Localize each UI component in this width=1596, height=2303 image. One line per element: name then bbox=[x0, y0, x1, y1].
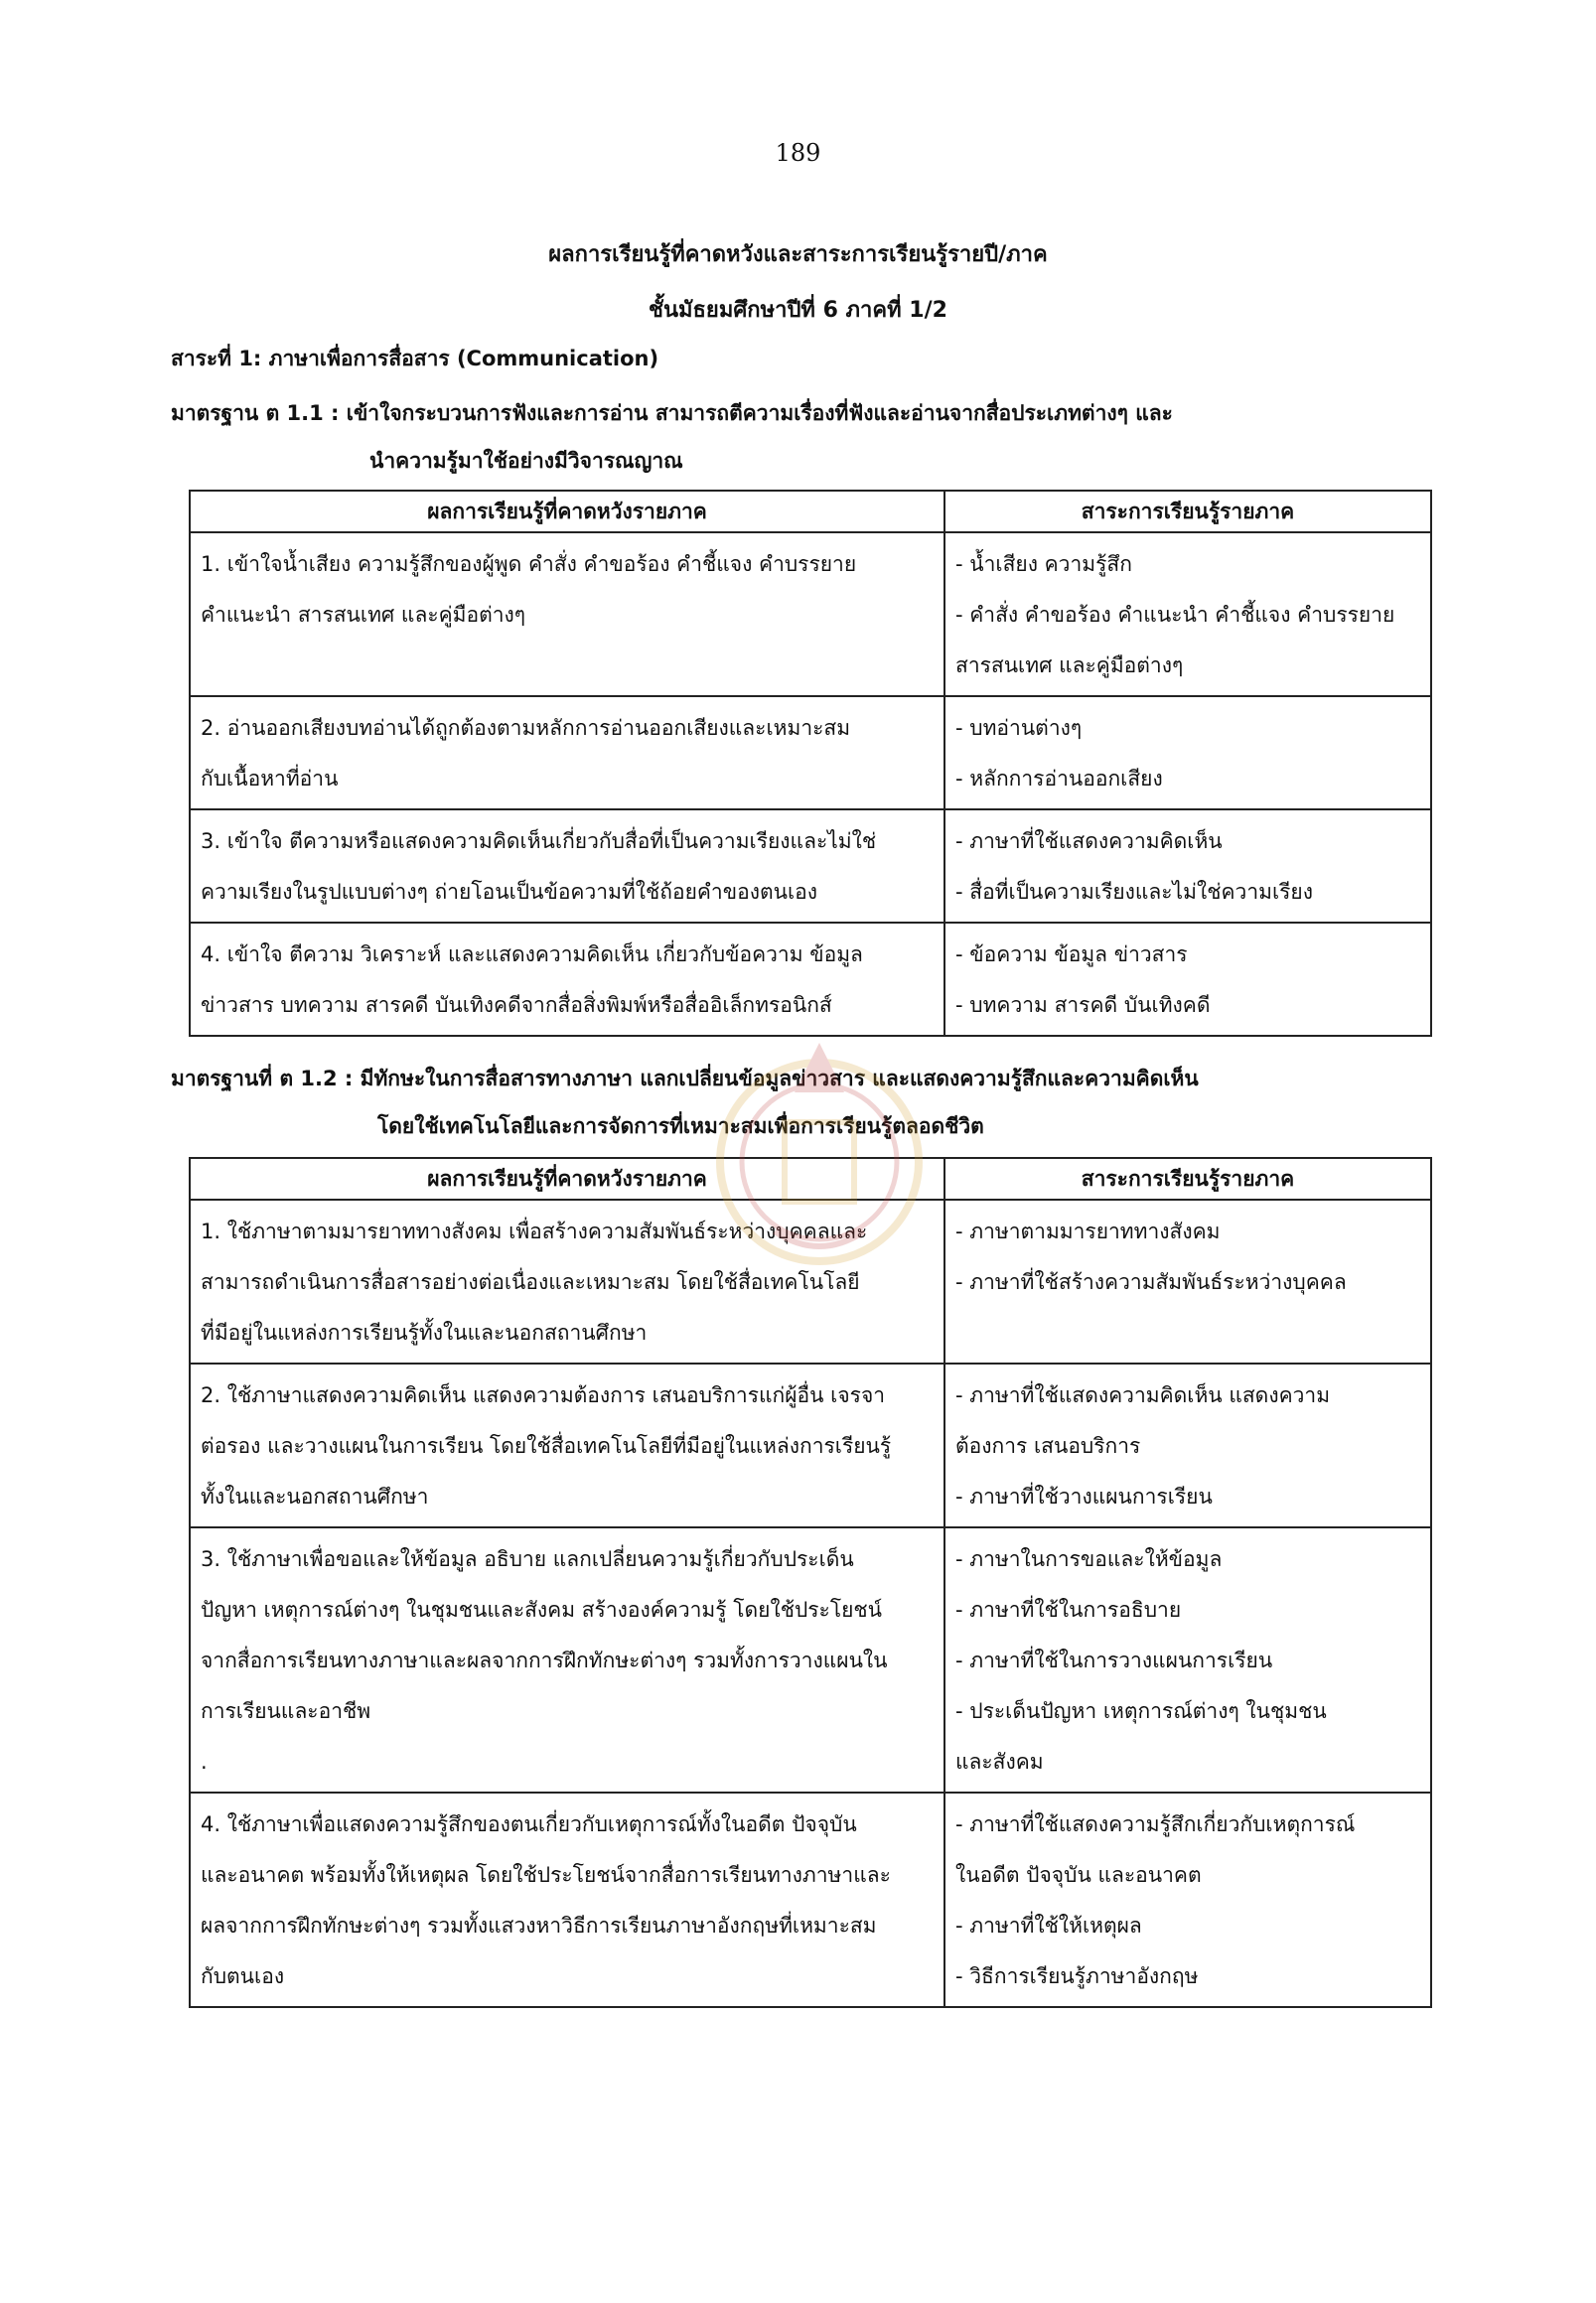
table-row bbox=[190, 532, 1431, 696]
content-line: - ภาษาที่ใช้วางแผนการเรียน bbox=[955, 1485, 1213, 1509]
outcome-line: 1. ใช้ภาษาตามมารยาททางสังคม เพื่อสร้างความสัมพันธ์ระหว่างบุคคลและ bbox=[201, 1220, 868, 1243]
outcome-line: ปัญหา เหตุการณ์ต่างๆ ในชุมชนและสังคม สร้างองค์ความรู้ โดยใช้ประโยชน์ bbox=[201, 1598, 883, 1622]
outcome-cell bbox=[190, 696, 944, 809]
outcome-line: ทั้งในและนอกสถานศึกษา bbox=[201, 1485, 429, 1509]
content-line: - ประเด็นปัญหา เหตุการณ์ต่างๆ ในชุมชน bbox=[955, 1699, 1327, 1723]
outcome-line: 2. อ่านออกเสียงบทอ่านได้ถูกต้องตามหลักการอ่านออกเสียงและเหมาะสม bbox=[201, 716, 851, 740]
outcome-cell bbox=[190, 809, 944, 923]
content-cell bbox=[944, 923, 1431, 1036]
outcome-line: สามารถดำเนินการสื่อสารอย่างต่อเนื่องและเหมาะสม โดยใช้สื่อเทคโนโลยี bbox=[201, 1270, 860, 1294]
content-line: - ภาษาที่ใช้ให้เหตุผล bbox=[955, 1914, 1142, 1938]
content-line: - ภาษาที่ใช้ในการอธิบาย bbox=[955, 1598, 1182, 1622]
outcome-line: ต่อรอง และวางแผนในการเรียน โดยใช้สื่อเทคโนโลยีที่มีอยู่ในแหล่งการเรียนรู้ bbox=[201, 1434, 892, 1458]
document-title: ผลการเรียนรู้ที่คาดหวังและสาระการเรียนรู้รายปี/ภาค bbox=[548, 242, 1048, 267]
table-row bbox=[190, 696, 1431, 809]
content-line: - บทอ่านต่างๆ bbox=[955, 716, 1083, 740]
outcome-line: ผลจากการฝึกทักษะต่างๆ รวมทั้งแสวงหาวิธีการเรียนภาษาอังกฤษที่เหมาะสม bbox=[201, 1914, 877, 1938]
table-row bbox=[190, 1364, 1431, 1527]
content-cell bbox=[944, 1527, 1431, 1793]
content-line: ต้องการ เสนอบริการ bbox=[955, 1434, 1141, 1458]
content-cell bbox=[944, 809, 1431, 923]
table-row bbox=[190, 1793, 1431, 2007]
table-row bbox=[190, 809, 1431, 923]
content-line: - วิธีการเรียนรู้ภาษาอังกฤษ bbox=[955, 1964, 1199, 1988]
ministry-seal-watermark bbox=[705, 1033, 934, 1281]
outcome-line: กับเนื้อหาที่อ่าน bbox=[201, 767, 339, 791]
outcome-line: 1. เข้าใจน้ำเสียง ความรู้สึกของผู้พูด คำสั่ง คำขอร้อง คำชี้แจง คำบรรยาย bbox=[201, 552, 857, 576]
table-row bbox=[190, 923, 1431, 1036]
standard-1-table bbox=[189, 490, 1432, 1037]
outcome-line: 4. ใช้ภาษาเพื่อแสดงความรู้สึกของตนเกี่ยวกับเหตุการณ์ทั้งในอดีต ปัจจุบัน bbox=[201, 1812, 857, 1836]
content-line: สารสนเทศ และคู่มือต่างๆ bbox=[955, 653, 1184, 677]
outcome-line: กับตนเอง bbox=[201, 1964, 285, 1988]
content-line: - น้ำเสียง ความรู้สึก bbox=[955, 552, 1132, 576]
standard-2-heading: มาตรฐานที่ ต 1.2 : มีทักษะในการสื่อสารทางภาษา แลกเปลี่ยนข้อมูลข่าวสาร และแสดงความรู้สึกและความคิดเห็น bbox=[171, 1067, 1199, 1090]
content-line: - ภาษาที่ใช้ในการวางแผนการเรียน bbox=[955, 1649, 1273, 1672]
outcome-line: ที่มีอยู่ในแหล่งการเรียนรู้ทั้งในและนอกสถานศึกษา bbox=[201, 1321, 648, 1345]
outcome-cell bbox=[190, 923, 944, 1036]
content-cell bbox=[944, 696, 1431, 809]
outcome-cell bbox=[190, 532, 944, 696]
content-cell bbox=[944, 532, 1431, 696]
strand-heading: สาระที่ 1: ภาษาเพื่อการสื่อสาร (Communication) bbox=[171, 347, 659, 370]
standard-2-table bbox=[189, 1157, 1432, 2008]
table-row bbox=[190, 1527, 1431, 1793]
content-line: - ภาษาในการขอและให้ข้อมูล bbox=[955, 1547, 1223, 1571]
content-line: ในอดีต ปัจจุบัน และอนาคต bbox=[955, 1863, 1202, 1887]
content-line: - ภาษาตามมารยาททางสังคม bbox=[955, 1220, 1221, 1243]
content-line: - สื่อที่เป็นความเรียงและไม่ใช่ความเรียง bbox=[955, 880, 1313, 904]
header-content: สาระการเรียนรู้รายภาค bbox=[944, 491, 1431, 532]
content-line: - บทความ สารคดี บันเทิงคดี bbox=[955, 993, 1211, 1017]
outcome-line: 3. เข้าใจ ตีความหรือแสดงความคิดเห็นเกี่ยวกับสื่อที่เป็นความเรียงและไม่ใช่ bbox=[201, 829, 877, 853]
content-line: - ภาษาที่ใช้แสดงความคิดเห็น bbox=[955, 829, 1223, 853]
document-subtitle: ชั้นมัธยมศึกษาปีที่ 6 ภาคที่ 1/2 bbox=[649, 298, 947, 323]
header-content: สาระการเรียนรู้รายภาค bbox=[944, 1158, 1431, 1200]
content-cell bbox=[944, 1793, 1431, 2007]
outcome-line: ความเรียงในรูปแบบต่างๆ ถ่ายโอนเป็นข้อความที่ใช้ถ้อยคำของตนเอง bbox=[201, 880, 817, 904]
content-line: - ข้อความ ข้อมูล ข่าวสาร bbox=[955, 942, 1188, 966]
standard-2-heading-cont: โดยใช้เทคโนโลยีและการจัดการที่เหมาะสมเพื่อการเรียนรู้ตลอดชีวิต bbox=[377, 1114, 984, 1138]
outcome-line: จากสื่อการเรียนทางภาษาและผลจากการฝึกทักษะต่างๆ รวมทั้งการวางแผนใน bbox=[201, 1649, 888, 1672]
content-cell bbox=[944, 1364, 1431, 1527]
header-outcomes: ผลการเรียนรู้ที่คาดหวังรายภาค bbox=[190, 1158, 944, 1200]
outcome-line: ข่าวสาร บทความ สารคดี บันเทิงคดีจากสื่อสิ่งพิมพ์หรือสื่ออิเล็กทรอนิกส์ bbox=[201, 993, 832, 1017]
outcome-line: คำแนะนำ สารสนเทศ และคู่มือต่างๆ bbox=[201, 603, 526, 627]
outcome-line: 3. ใช้ภาษาเพื่อขอและให้ข้อมูล อธิบาย แลกเปลี่ยนความรู้เกี่ยวกับประเด็น bbox=[201, 1547, 854, 1571]
outcome-line: และอนาคต พร้อมทั้งให้เหตุผล โดยใช้ประโยชน์จากสื่อการเรียนทางภาษาและ bbox=[201, 1863, 891, 1887]
standard-1-heading-cont: นำความรู้มาใช้อย่างมีวิจารณญาณ bbox=[369, 449, 683, 473]
content-line: - คำสั่ง คำขอร้อง คำแนะนำ คำชี้แจง คำบรรยาย bbox=[955, 603, 1395, 627]
content-line: - ภาษาที่ใช้แสดงความรู้สึกเกี่ยวกับเหตุการณ์ bbox=[955, 1812, 1356, 1836]
outcome-line: . bbox=[201, 1750, 208, 1774]
outcome-cell bbox=[190, 1527, 944, 1793]
table-header-row bbox=[190, 491, 1431, 532]
content-cell bbox=[944, 1200, 1431, 1364]
outcome-line: การเรียนและอาชีพ bbox=[201, 1699, 371, 1723]
content-line: - ภาษาที่ใช้แสดงความคิดเห็น แสดงความ bbox=[955, 1383, 1331, 1407]
content-line: และสังคม bbox=[955, 1750, 1044, 1774]
page-number: 189 bbox=[775, 139, 821, 167]
outcome-cell bbox=[190, 1364, 944, 1527]
standard-1-heading: มาตรฐาน ต 1.1 : เข้าใจกระบวนการฟังและการอ่าน สามารถตีความเรื่องที่ฟังและอ่านจากสื่อประเภทต่างๆ และ bbox=[171, 401, 1173, 425]
header-outcomes: ผลการเรียนรู้ที่คาดหวังรายภาค bbox=[190, 491, 944, 532]
content-line: - ภาษาที่ใช้สร้างความสัมพันธ์ระหว่างบุคคล bbox=[955, 1270, 1347, 1294]
outcome-line: 4. เข้าใจ ตีความ วิเคราะห์ และแสดงความคิดเห็น เกี่ยวกับข้อความ ข้อมูล bbox=[201, 942, 863, 966]
content-line: - หลักการอ่านออกเสียง bbox=[955, 767, 1163, 791]
outcome-line: 2. ใช้ภาษาแสดงความคิดเห็น แสดงความต้องการ เสนอบริการแก่ผู้อื่น เจรจา bbox=[201, 1383, 886, 1407]
outcome-cell bbox=[190, 1793, 944, 2007]
